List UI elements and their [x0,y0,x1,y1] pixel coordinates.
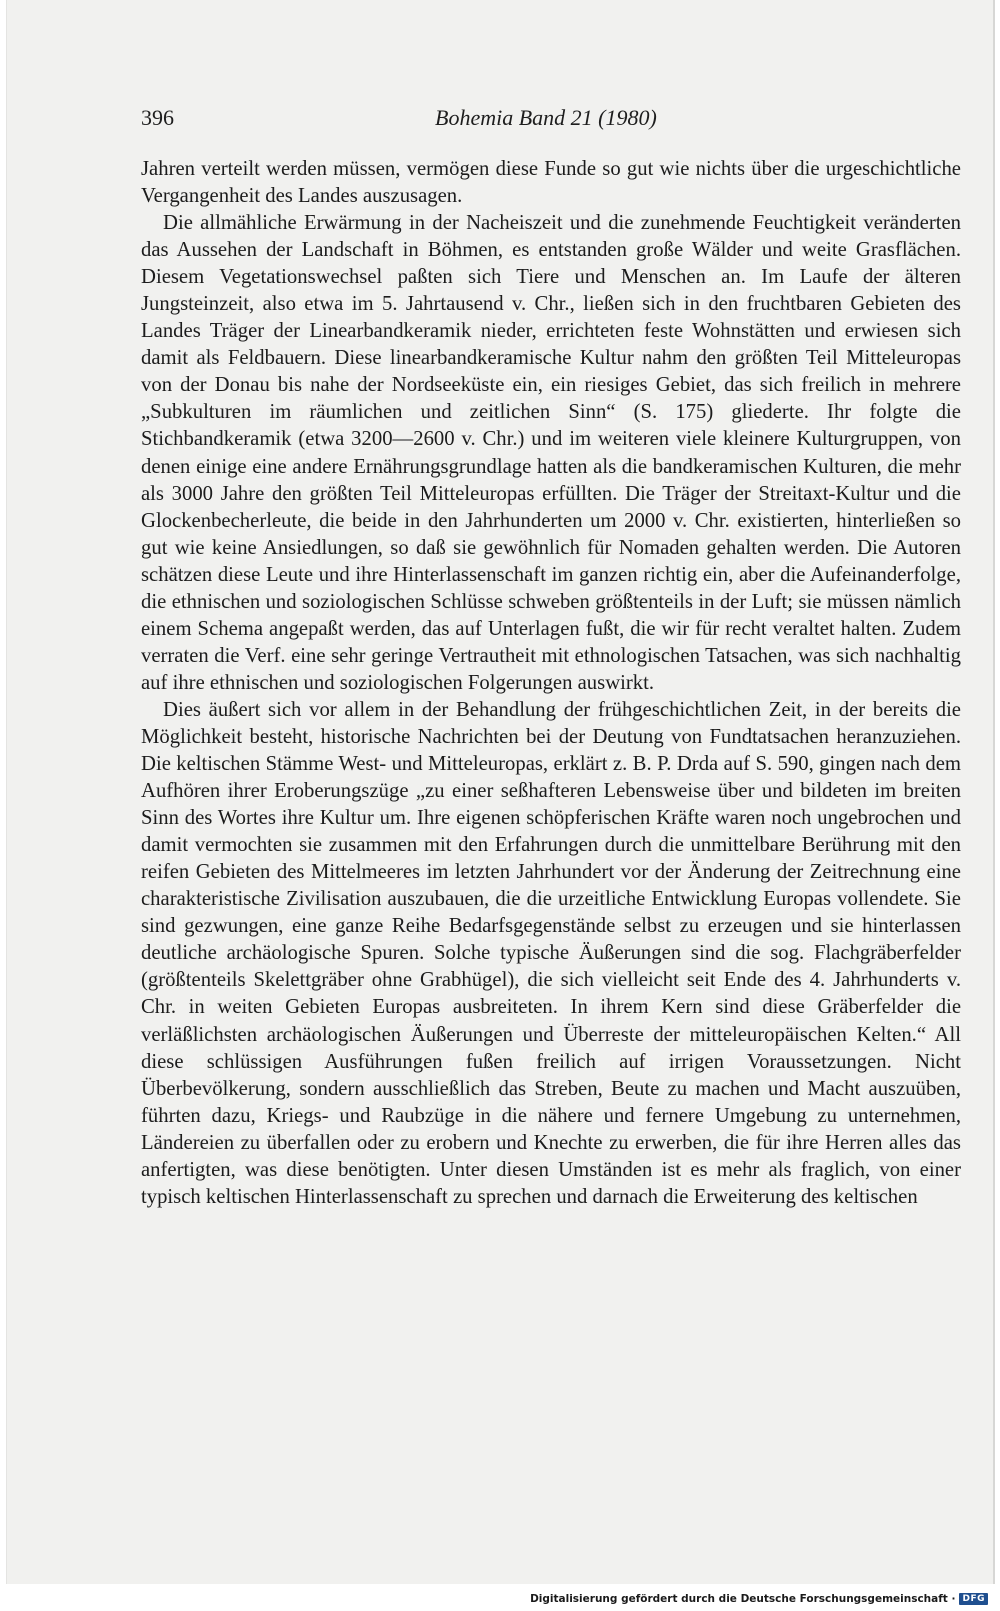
running-head: Bohemia Band 21 (1980) [435,105,657,130]
paragraph: Dies äußert sich vor allem in der Behandlung der frühgeschichtlichen Zeit, in der bereits die Möglichkeit besteht, historische Nachrichten bei der Deutung von Fundtatsachen heranzuziehen. Die keltischen Stämme West- und Mitteleuropas, erklärt z. B. P. Drda auf S. 590, gingen nach dem Aufhören ihrer Eroberungszüge „zu einer seßhafteren Lebensweise über und bildeten im breiten Sinn des Wortes ihre Kultur um. Ihre eigenen schöpferischen Kräfte waren noch ungebrochen und damit vermochten sie zusammen mit den Erfahrungen durch die unmittelbare Berührung mit den reifen Gebieten des Mittelmeeres im letzten Jahrhundert vor der Änderung der Zeitrechnung eine charakteristische Zivilisation auszubauen, die die urzeitliche Entwicklung Europas vollendete. Sie sind gezwungen, eine ganze Reihe Bedarfsgegenstände selbst zu erzeugen und sie hinterlassen deutliche archäologische Spuren. Solche typische Äußerungen sind die sog. Flachgräberfelder (größtenteils Skelettgräber ohne Grabhügel), die sich vielleicht seit Ende des 4. Jahrhunderts v. Chr. in weiten Gebieten Europas ausbreiteten. In ihrem Kern sind diese Gräberfelder die verläßlichsten archäologischen Äußerungen und Überreste der mitteleuropäischen Kelten.“ All diese schlüssigen Ausführungen fußen freilich auf irrigen Voraussetzungen. Nicht Überbevölkerung, sondern ausschließlich das Streben, Beute zu machen und Macht auszuüben, führten dazu, Kriegs- und Raubzüge in die nähere und fernere Umgebung zu unternehmen, Ländereien zu überfallen oder zu erobern und Knechte zu erwerben, die für ihre Herren alles das anfertigten, was diese benötigten. Unter diesen Umständen ist es mehr als fraglich, von einer typisch keltischen Hinterlassenschaft zu sprechen und darnach die Erweiterung des keltischen [141,698,961,1208]
paragraph-continuation: Jahren verteilt werden müssen, vermögen diese Funde so gut wie nichts über die urgeschichtliche Vergangenheit des Landes auszusagen. [141,158,961,208]
page-number: 396 [141,105,174,130]
credit-text: Digitalisierung gefördert durch die Deutsche Forschungsgemeinschaft · [530,1593,956,1605]
digitization-credit [530,1593,988,1605]
paragraph: Die allmähliche Erwärmung in der Nacheiszeit und die zunehmende Feuchtigkeit veränderten das Aussehen der Landschaft in Böhmen, es entstanden große Wälder und weite Grasflächen. Diesem Vegetationswechsel paßten sich Tiere und Menschen an. Im Laufe der älteren Jungsteinzeit, also etwa im 5. Jahrtausend v. Chr., ließen sich in den fruchtbaren Gebieten des Landes Träger der Linearbandkeramik nieder, errichteten feste Wohnstätten und erwiesen sich damit als Feldbauern. Diese linearbandkeramische Kultur nahm den größten Teil Mitteleuropas von der Donau bis nahe der Nordseeküste ein, ein riesiges Gebiet, das sich freilich in mehrere „Subkulturen im räumlichen und zeitlichen Sinn“ (S. 175) gliederte. Ihr folgte die Stichbandkeramik (etwa 3200—2600 v. Chr.) und im weiteren viele kleinere Kulturgruppen, von denen einige eine andere Ernährungsgrundlage hatten als die bandkeramischen Kulturen, die mehr als 3000 Jahre den größten Teil Mitteleuropas erfüllten. Die Träger der Streitaxt-Kultur und die Glockenbecherleute, die beide in den Jahrhunderten um 2000 v. Chr. existierten, hinterließen so gut wie keine Ansiedlungen, so daß sie gewöhnlich für Nomaden gehalten werden. Die Autoren schätzen diese Leute und ihre Hinterlassenschaft im ganzen richtig ein, aber die Aufeinanderfolge, die ethnischen und soziologischen Schlüsse schweben größtenteils in der Luft; sie müssen nämlich einem Schema angepaßt werden, das auf Unterlagen fußt, die wir für recht veraltet halten. Zudem verraten die Verf. eine sehr geringe Vertrautheit mit ethnologischen Tatsachen, was sich nachhaltig auf ihre ethnischen und soziologischen Folgerungen auswirkt. [141,212,961,694]
dfg-logo-icon: DFG [959,1593,988,1605]
page-header [141,105,961,139]
scanned-page [6,0,995,1584]
body-text [141,156,961,1211]
